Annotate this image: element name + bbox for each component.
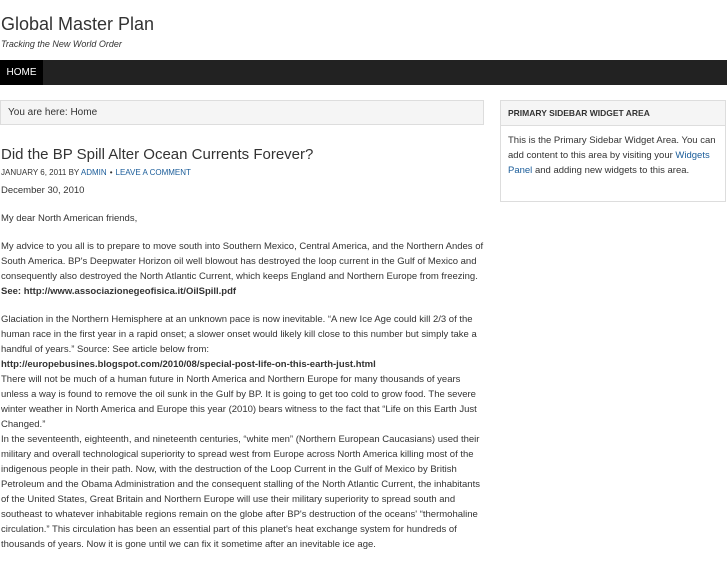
site-tagline: Tracking the New World Order (1, 39, 122, 49)
oilspill-source-link: See: http://www.associazionegeofisica.it/OilSpill.pdf (1, 286, 237, 297)
sidebar-text (501, 126, 725, 178)
main-nav (0, 60, 727, 85)
leave-comment-link[interactable]: LEAVE A COMMENT (115, 168, 191, 177)
post-paragraph-2-text: Glaciation in the Northern Hemisphere at an unknown pace is now inevitable. “A new Ice Age could kill 2/3 of the human race in the first year in a rapid onset; a slower onset would likely kill close to this number but simply take a handful of years.” Source: See article below from: (1, 314, 477, 355)
site-header (0, 0, 727, 60)
breadcrumb: You are here: Home (0, 100, 484, 125)
post-content (1, 183, 487, 565)
europebusines-source-link: http://europebusines.blogspot.com/2010/08/special-post-life-on-this-earth-just.html (1, 359, 376, 370)
post-title[interactable]: Did the BP Spill Alter Ocean Currents Forever? (1, 146, 314, 163)
meta-separator: • (109, 168, 113, 177)
post-author-link[interactable]: ADMIN (80, 168, 107, 177)
post-paragraph-2-text3: In the seventeenth, eighteenth, and nineteenth centuries, “white men” (Northern European Caucasians) used their military and overall technological superiority to spread west from Europe across North America killing most of the indigenous people in their path. Now, with the destruction of the Loop Current in the Gulf of Mexico by British Petroleum and the Obama Administration and the consequent stalling of the North Atlantic Current, the inhabitants of the United States, Great Britain and Northern Europe will use their military superiority to spread south and southeast to whatever inhabitable regions remain on the globe after BP's destruction of the oceans' “thermohaline circulation.” This circulation has been an essential part of this planet's heat exchange system for hundreds of thousands of years. Now it is gone until we can fix it sometime after an inevitable ice age. (1, 434, 480, 550)
post-paragraph-2-text2: There will not be much of a human future in North America and Northern Europe for many thousands of years unless a way is found to remove the oil sunk in the Gulf by BP. It is going to get too cold to grow food. The severe winter weather in North America and Europe this year (2010) bears witness to the fact that “Life on this Earth Just Changed.” (1, 374, 477, 430)
post-greeting: My dear North American friends, (1, 213, 138, 224)
widgets-panel-link[interactable]: Widgets Panel (508, 150, 710, 176)
post-paragraph-2 (1, 312, 487, 552)
nav-home-link[interactable]: HOME (0, 60, 43, 85)
sidebar-text-after: and adding new widgets to this area. (532, 165, 690, 176)
post-paragraph-1 (1, 239, 487, 299)
site-title[interactable]: Global Master Plan (1, 14, 155, 34)
post-meta (1, 168, 191, 177)
sidebar-text-before: This is the Primary Sidebar Widget Area. You can add content to this area by visiting your (508, 135, 716, 161)
sidebar-heading: PRIMARY SIDEBAR WIDGET AREA (501, 101, 725, 126)
primary-sidebar (500, 100, 726, 202)
post-date: JANUARY 6, 2011 BY (1, 168, 81, 177)
post-date-line: December 30, 2010 (1, 185, 85, 196)
post-paragraph-1-text: My advice to you all is to prepare to move south into Southern Mexico, Central America, and the Northern Andes of South America. BP's Deepwater Horizon oil well blowout has destroyed the loop current in the Gulf of Mexico and consequently also destroyed the North Atlantic Current, which keeps England and Northern Europe from freezing. (1, 241, 484, 282)
